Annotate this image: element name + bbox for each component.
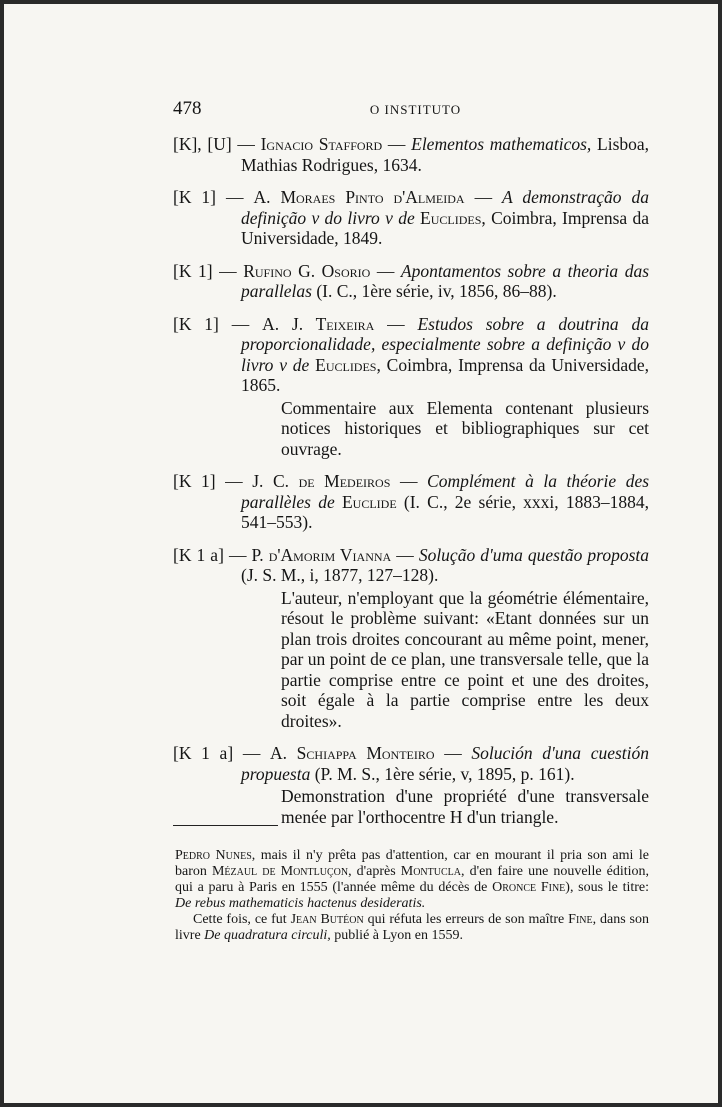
bibliography-entry: [K 1] — A. J. Teixeira — Estudos sobre a doutrina da proporcionalidade, especialmente sobre a definição v do livro v de Euclides, Coimbra, Imprensa da Universidade, 1865. [173, 313, 650, 395]
entry-code: [K], [U] [173, 134, 232, 154]
footnote-text: d'après [356, 864, 396, 879]
entry-title: Complément à la théorie des parallèles de [241, 471, 650, 512]
bibliography-entry: [K], [U] — Ignacio Stafford — Elementos mathematicos, Lisboa, Mathias Rodrigues, 1634. [173, 134, 650, 175]
footnote-paragraph [175, 848, 649, 912]
footnote-text: Cette fois, ce fut [193, 912, 287, 927]
footnote-text: qui réfuta les erreurs de son maître [367, 912, 565, 927]
bibliography-list [173, 134, 649, 839]
footnote-separator [173, 825, 278, 826]
page-number: 478 [173, 98, 202, 119]
entry-code: [K 1] [173, 260, 213, 281]
entry-author: A. Schiappa Monteiro [270, 743, 435, 763]
bibliography-entry: [K 1] — J. C. de Medeiros — Complément à la théorie des parallèles de Euclide (I. C., 2e série, xxxi, 1883–1884, 541–553). [173, 471, 650, 532]
entry-title-name: Euclide [341, 491, 397, 512]
document-page [4, 4, 718, 1103]
entry-comment: Demonstration d'une propriété d'une transversale menée par l'orthocentre H d'un triangle. [281, 786, 649, 827]
entry-code: [K 1 a] [173, 544, 224, 565]
running-header [173, 100, 658, 124]
footnote-text: publié à Lyon en 1559. [334, 928, 463, 943]
footnote-text: d'en faire une nouvelle édition, qui a paru à Paris en 1555 (l'année même du décès de [175, 864, 649, 895]
entry-code: [K 1] [173, 471, 216, 491]
footnote-text: dans son livre [175, 912, 649, 943]
entry-title-name: Euclides, [420, 207, 486, 228]
footnote-name: Jean Butéon [290, 912, 364, 927]
entry-publication: (P. M. S., 1ère série, v, 1895, p. 161). [314, 763, 575, 784]
entry-publication: Coimbra, Imprensa da Universidade, 1849. [241, 207, 650, 248]
entry-publication: Coimbra, Imprensa da Universidade, 1865. [241, 354, 650, 395]
footnote-text: sous le titre: [578, 880, 650, 895]
entry-author: Rufino G. Osorio [243, 260, 371, 281]
footnote [175, 848, 649, 944]
bibliography-entry: [K 1] — A. Moraes Pinto d'Almeida — A demonstração da definição v do livro v de Euclides, Coimbra, Imprensa da Universidade, 1849. [173, 187, 650, 248]
bibliography-entry: [K 1] — Rufino G. Osorio — Apontamentos sobre a theoria das parallelas (I. C., 1ère série, iv, 1856, 86–88). [173, 260, 650, 301]
entry-title: Solução d'uma questão proposta [418, 544, 649, 565]
entry-title: Elementos mathematicos, [411, 134, 592, 154]
entry-author: P. d'Amorim Vianna [251, 544, 392, 565]
entry-author: A. Moraes Pinto d'Almeida [253, 187, 465, 207]
footnote-text: mais il n'y prêta pas d'attention, car en mourant il pria son ami le baron [175, 848, 650, 879]
entry-title: Estudos sobre a doutrina da proporcionalidade, especialmente sobre a definição v do livro v de [241, 313, 650, 375]
footnote-title: De rebus mathematicis hactenus desideratis. [175, 896, 426, 911]
entry-title: Apontamentos sobre a theoria das parallelas [241, 260, 650, 301]
entry-comment: L'auteur, n'employant que la géométrie élémentaire, résout le problème suivant: «Etant données sur un plan trois droites concourant au même point, mener, par un point de ce plan, une transversale telle, que la partie comprise entre ce point et une des droites, soit égale à la partie comprise entre les deux droites». [281, 587, 649, 731]
footnote-paragraph [175, 912, 649, 944]
entry-comment: Commentaire aux Elementa contenant plusieurs notices historiques et bibliographiques sur cet ouvrage. [281, 397, 649, 459]
entry-publication: (I. C., 1ère série, iv, 1856, 86–88). [316, 281, 557, 301]
running-title: O INSTITUTO [369, 102, 462, 117]
entry-code: [K 1] [173, 313, 219, 334]
entry-publication: Lisboa, Mathias Rodrigues, 1634. [241, 134, 650, 175]
entry-author: A. J. Teixeira [262, 313, 375, 334]
entry-author: Ignacio Stafford [260, 134, 383, 154]
entry-code: [K 1 a] [173, 743, 234, 763]
entry-code: [K 1] [173, 187, 217, 207]
bibliography-entry: [K 1 a] — P. d'Amorim Vianna — Solução d'uma questão proposta (J. S. M., i, 1877, 127–128). [173, 544, 649, 585]
entry-title: Solución d'una cuestión propuesta [241, 743, 650, 784]
entry-title-name: Euclides, [315, 354, 381, 375]
footnote-name: Mézaul de Montluçon, [211, 864, 352, 879]
bibliography-entry: [K 1 a] — A. Schiappa Monteiro — Solución d'una cuestión propuesta (P. M. S., 1ère série, v, 1895, p. 161). [173, 743, 650, 784]
entry-title: A demonstração da definição v do livro v de [241, 187, 650, 228]
footnote-name: Pedro Nunes, [175, 848, 256, 863]
entry-publication: (I. C., 2e série, xxxi, 1883–1884, 541–553). [241, 491, 650, 532]
footnote-name: Oronce Fine), [492, 880, 574, 895]
entry-publication: (J. S. M., i, 1877, 127–128). [241, 565, 439, 585]
footnote-title: De quadratura circuli, [204, 928, 331, 943]
footnote-name: Montucla, [400, 864, 465, 879]
footnote-name: Fine, [568, 912, 597, 927]
entry-author: J. C. de Medeiros [252, 471, 391, 491]
